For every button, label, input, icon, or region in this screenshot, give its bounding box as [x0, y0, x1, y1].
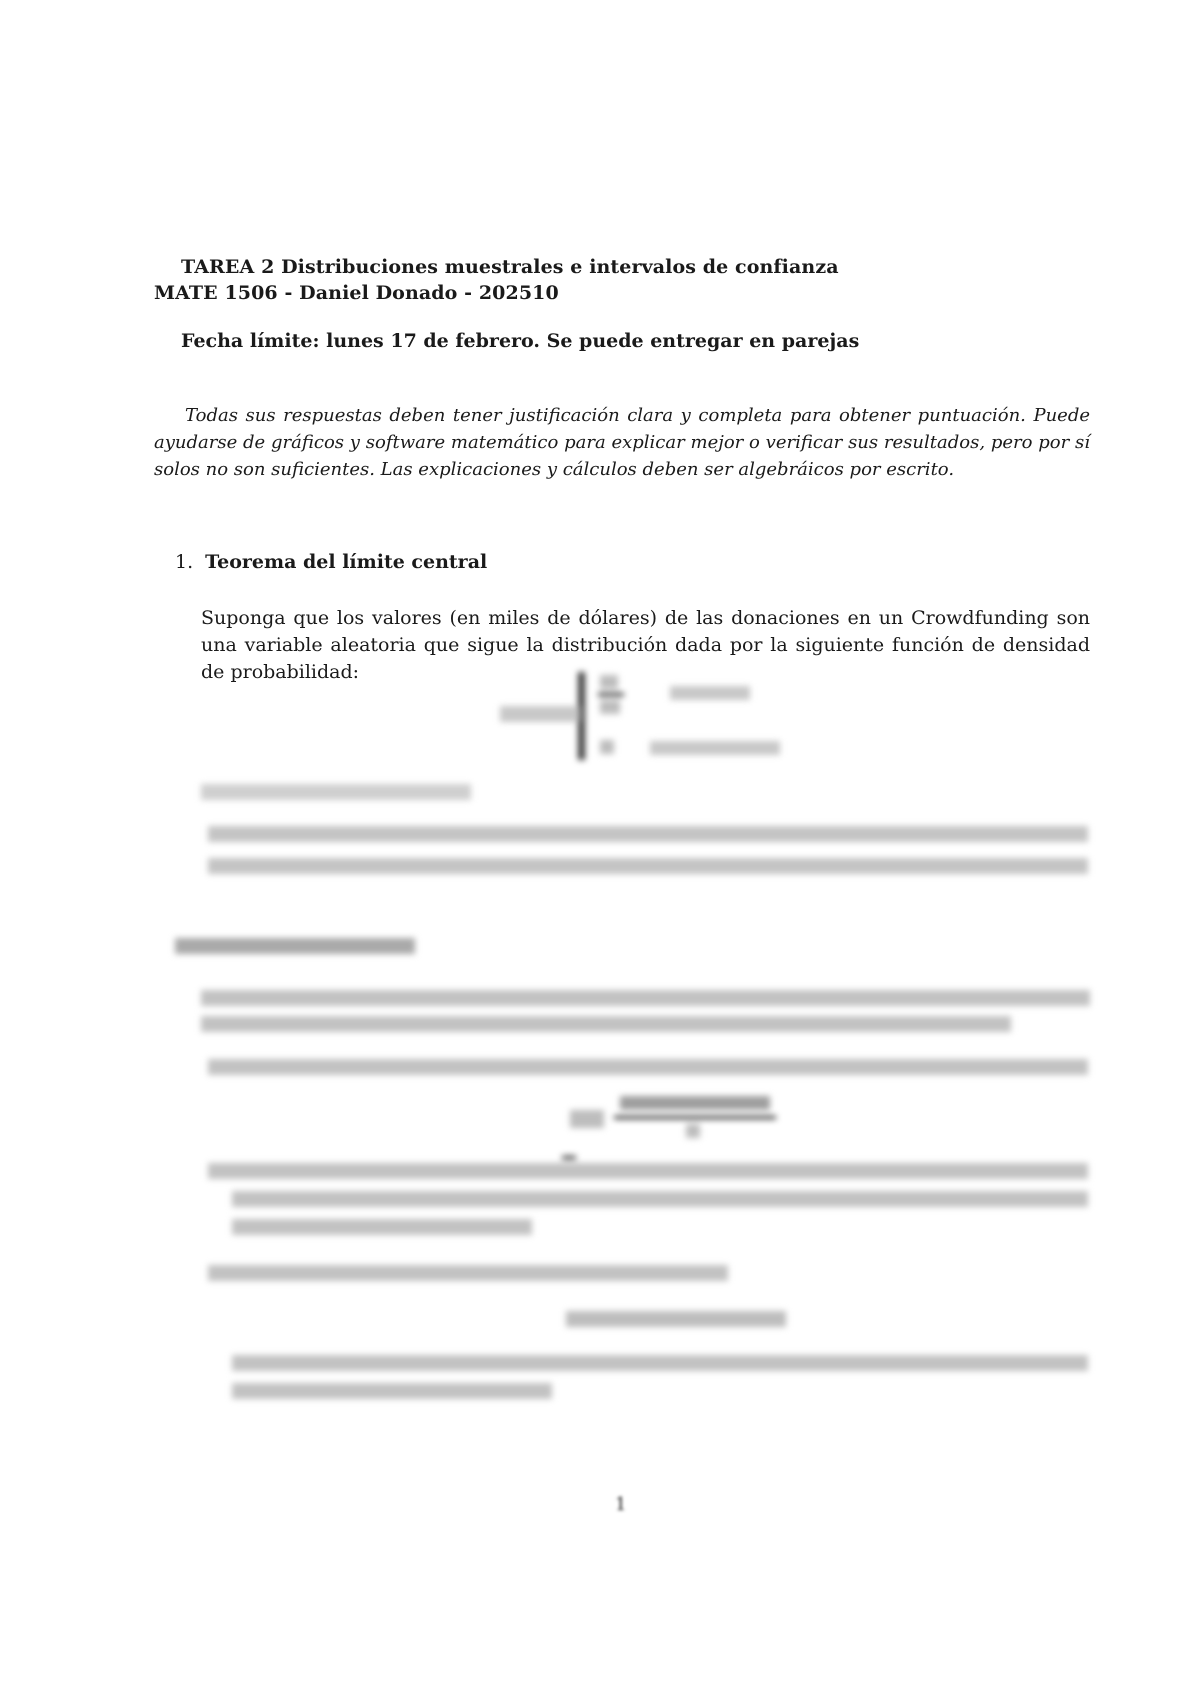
estimator-fraction-bar — [614, 1116, 776, 1119]
density-denominator — [600, 700, 620, 714]
item-2c-line-3 — [232, 1383, 552, 1399]
estimator-lhs — [570, 1110, 604, 1128]
density-fraction-bar — [598, 693, 624, 696]
item-1b — [208, 858, 1088, 874]
item-2b-line-2 — [232, 1191, 1088, 1207]
section-2-paragraph-line-1 — [201, 990, 1090, 1006]
section-1-paragraph: Suponga que los valores (en miles de dólares) de las donaciones en un Crowdfunding son una variable aleatoria que sigue la distribución dada por la siguiente función de densidad de probabilidad: — [201, 607, 1090, 683]
page-number: 1 — [615, 1494, 627, 1515]
section-2-paragraph-line-2 — [201, 1016, 1011, 1032]
density-condition-2 — [650, 741, 780, 755]
section-1-number: 1. — [175, 551, 194, 573]
section-1-paragraph-line-2 — [201, 608, 1090, 656]
estimator-denominator — [686, 1124, 700, 1138]
estimator-numerator — [620, 1096, 770, 1110]
calc-prompt — [201, 784, 471, 800]
assignment-title: TAREA 2 Distribuciones muestrales e intervalos de confianza — [181, 256, 839, 278]
density-numerator — [600, 675, 618, 689]
item-1a — [208, 826, 1088, 842]
section-1-heading — [175, 551, 487, 573]
deadline-note: Fecha límite: lunes 17 de febrero. Se puede entregar en parejas — [181, 330, 860, 352]
course-info: MATE 1506 - Daniel Donado - 202510 — [154, 282, 559, 304]
item-2c — [208, 1265, 728, 1281]
section-1-title: Teorema del límite central — [205, 551, 488, 573]
item-2b-line-3 — [232, 1219, 532, 1235]
item-2c-line-2 — [232, 1355, 1088, 1371]
instructions-paragraph: Todas sus respuestas deben tener justificación clara y completa para obtener puntuación. Puede ayudarse de gráficos y software matemático para explicar mejor o verificar sus resultados, pero por sí solos no son suficientes. Las explicaciones y cálculos deben ser algebráicos por escrito. — [154, 405, 1090, 480]
item-2b-line-1 — [208, 1163, 1088, 1179]
density-lhs — [500, 706, 580, 722]
density-condition-1 — [670, 686, 750, 700]
section-2-heading — [175, 938, 415, 954]
item-2a — [208, 1059, 1088, 1075]
bar-accent — [562, 1156, 576, 1159]
sample-values — [566, 1311, 786, 1327]
density-zero — [600, 740, 614, 754]
